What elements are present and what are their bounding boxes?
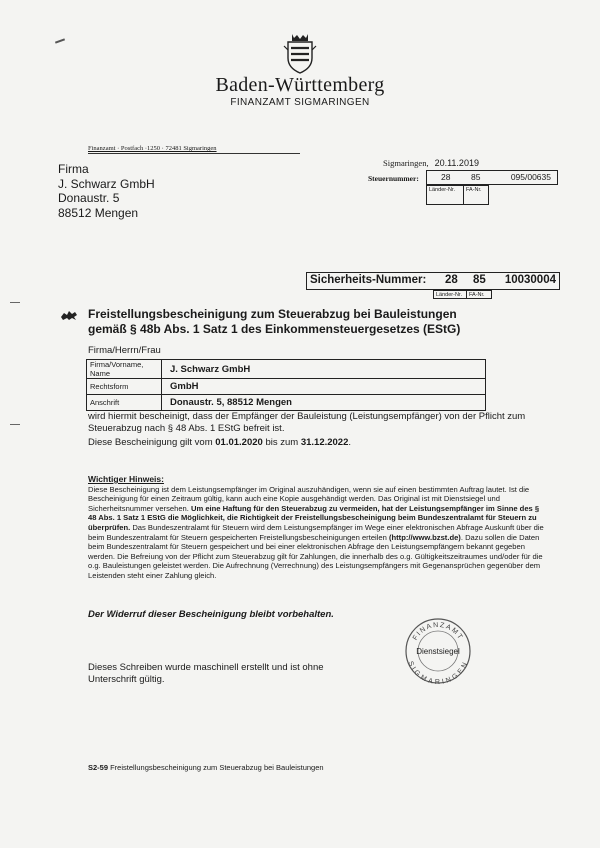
validity-statement (88, 437, 351, 448)
tax-number-label: Steuernummer: (368, 174, 419, 183)
important-notice (88, 475, 548, 581)
form-footer (88, 763, 324, 772)
security-number-part: 28 (445, 274, 458, 286)
validity-prefix: Diese Bescheinigung gilt vom (88, 437, 216, 448)
title-line: Freistellungsbescheinigung zum Steuerabzug bei Bauleistungen (88, 307, 457, 321)
scan-mark (55, 38, 65, 43)
fold-mark (10, 424, 20, 425)
certification-text: wird hiermit bescheinigt, dass der Empfänger der Bauleistung (Leistungsempfänger) von der Pflicht zum Steuerabzug nach § 48 Abs. 1 EStG befreit ist. (88, 411, 526, 434)
form-name: Freistellungsbescheinigung zum Steuerabzug bei Bauleistungen (108, 763, 324, 772)
table-key: Firma/Vorname, Name (87, 360, 162, 379)
machine-generated-note: Dieses Schreiben wurde maschinell erstellt und ist ohne Unterschrift gültig. (88, 662, 324, 685)
notice-text: Das Bundeszentralamt für Steuern wird dem Leistungsempfänger im Wege einer elektronischen Abfrage Auskunft über die beim Bundeszentralamt für Steuern gespeicherten Freistellungsbescheinigungen erteilen (88, 522, 544, 542)
seal-top-text: FINANZAMT (411, 621, 465, 642)
seal-center-text: Dienstsiegel (416, 647, 460, 656)
tax-number-part: 095/00635 (510, 172, 551, 182)
revocation-note: Der Widerruf dieser Bescheinigung bleibt vorbehalten. (88, 609, 334, 620)
tax-number-part: 28 (441, 172, 451, 182)
fold-mark (10, 302, 20, 303)
validity-from: 01.01.2020 (215, 437, 263, 448)
validity-to: 31.12.2022 (300, 437, 349, 448)
sub-label: FA-Nr. (463, 185, 489, 205)
sub-label: FA-Nr. (466, 290, 492, 299)
official-seal (404, 617, 472, 685)
company-info-table (86, 359, 486, 411)
table-row (87, 395, 486, 411)
notice-text: . Dazu sollen die Daten beim Bundeszentralamt für Steuern gespeichert und bei einer elektronischen Abfrage den Leistungsempfängern bekannt gegeben werden. Die Befreiung von der Pflicht zum Steuerabzug gilt für Zahlungen, die innerhalb des o.g. Gültigkeitszeitraumes und/oder für die o.g. Bauleistungen geleistet werden. Die Aufrechnung (Verrechnung) des Leistungsempfängers mit Gegenansprüchen gegenüber dem Leistenden steht einer Zahlung gleich. (88, 532, 543, 580)
recipient-line: J. Schwarz GmbH (58, 176, 155, 191)
table-value: J. Schwarz GmbH (162, 360, 486, 379)
title-line: gemäß § 48b Abs. 1 Satz 1 des Einkommensteuergesetzes (EStG) (88, 322, 461, 336)
security-number-box (306, 272, 560, 290)
notice-bold-text: Um eine Haftung für den Steuerabzug zu vermeiden, hat der Leistungsempfänger im Sinne des § 48 Abs. 1 Satz 1 EStG die Möglichkeit, die Richtigkeit der Freistellungsbescheinigung beim Bundeszentralamt für Steuern zu überprüfen. (88, 503, 540, 532)
table-row (87, 379, 486, 395)
tax-number-box (426, 170, 558, 185)
form-code: S2-59 (88, 763, 109, 772)
table-value: Donaustr. 5, 88512 Mengen (162, 395, 486, 411)
tax-number-part: 85 (471, 172, 481, 182)
svg-text:SIGMARINGEN (406, 660, 469, 685)
notice-heading: Wichtiger Hinweis: (88, 474, 164, 484)
table-key: Anschrift (87, 395, 162, 411)
table-row (87, 360, 486, 379)
security-number-part: 85 (473, 274, 486, 286)
recipient-line: Donaustr. 5 (58, 191, 120, 205)
sub-label: Länder-Nr. (433, 290, 467, 299)
recipient-address (58, 162, 155, 220)
recipient-line: 88512 Mengen (58, 205, 139, 220)
firm-label: Firma/Herrn/Frau (88, 345, 161, 356)
recipient-line: Firma (58, 162, 89, 176)
office-name: FINANZAMT SIGMARINGEN (230, 97, 370, 108)
letter-date (383, 158, 479, 168)
date-value: 20.11.2019 (434, 158, 479, 168)
sender-return-address: Finanzamt · Postfach ·1250 · 72481 Sigmaringen (88, 145, 300, 154)
notice-text: Diese Bescheinigung ist dem Leistungsempfänger im Original auszuhändigen, wenn sie auf einen bestimmten Auftrag lautet. Ist die Bescheinigung für einen Zeitraum gültig, kann auch eine Kopie ausgehändigt werden. Das Original ist mit Dienstsiegel und Sicherheitsnummer versehen. (88, 484, 530, 513)
coat-of-arms-icon (282, 32, 318, 74)
table-value: GmbH (162, 379, 486, 395)
seal-bottom-text: SIGMARINGEN (406, 660, 470, 685)
security-number-part: 10030004 (504, 274, 556, 286)
state-name: Baden-Württemberg (215, 74, 385, 96)
notice-url: (http://www.bzst.de) (388, 532, 461, 542)
security-number-label: Sicherheits-Nummer: (310, 274, 427, 286)
table-key: Rechtsform (87, 379, 162, 395)
lion-icon (60, 309, 78, 321)
sub-label: Länder-Nr. (426, 185, 464, 205)
validity-middle: bis zum (262, 437, 301, 448)
document-title (88, 307, 528, 337)
validity-suffix: . (348, 437, 352, 448)
date-place: Sigmaringen, (383, 158, 429, 168)
